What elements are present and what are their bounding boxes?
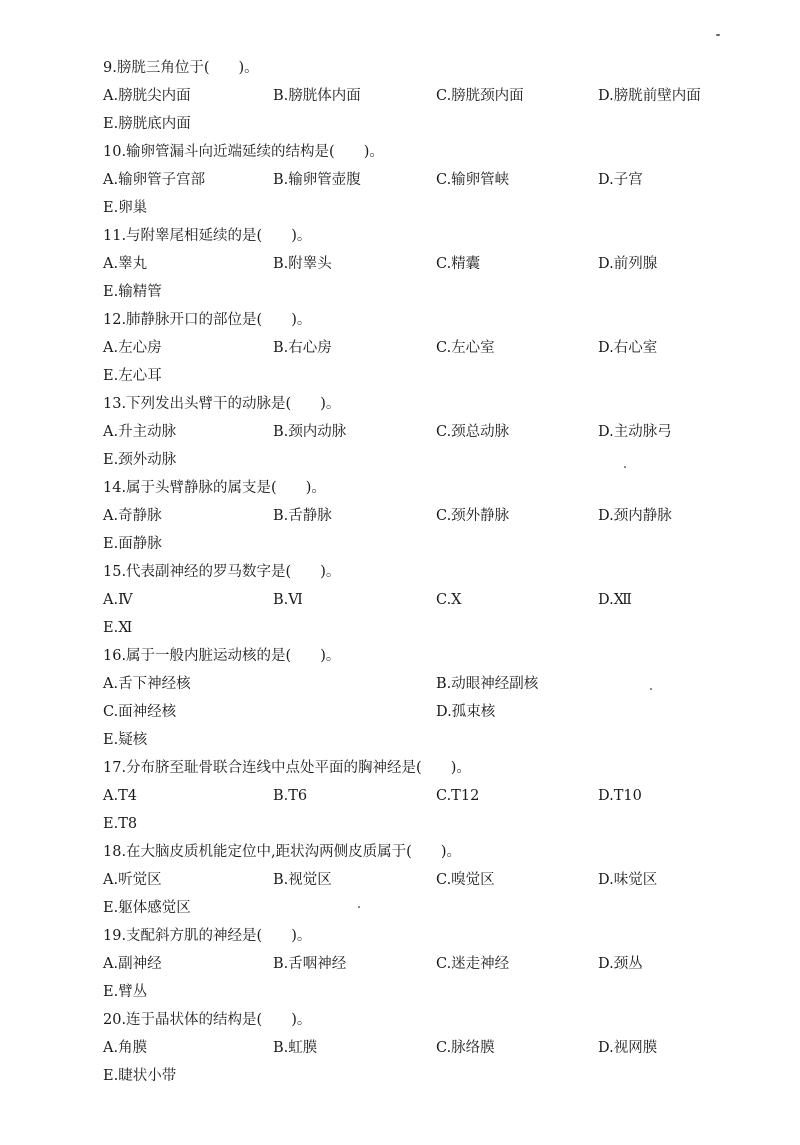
option-d: D.膀胱前壁内面 (598, 88, 701, 104)
option-d: D.主动脉弓 (598, 424, 672, 440)
option-d: D.右心室 (598, 340, 658, 356)
question-stem: 15.代表副神经的罗马数字是( )。 (103, 564, 341, 580)
options-row (103, 698, 763, 726)
option-c: C.脉络膜 (436, 1040, 495, 1056)
question-16 (103, 642, 763, 670)
question-stem: 18.在大脑皮质机能定位中,距状沟两侧皮质属于( )。 (103, 844, 461, 860)
option-d: D.子宫 (598, 172, 643, 188)
option-b: B.T6 (273, 788, 308, 804)
question-stem: 9.膀胱三角位于( )。 (103, 60, 259, 76)
options-row-e (103, 530, 763, 558)
question-9 (103, 54, 763, 82)
option-e: E.睫状小带 (103, 1068, 177, 1084)
question-17 (103, 754, 763, 782)
option-c: C.嗅觉区 (436, 872, 495, 888)
option-b: B.视觉区 (273, 872, 332, 888)
option-a: A.听觉区 (103, 872, 162, 888)
option-d: D.孤束核 (436, 704, 496, 720)
option-e: E.Ⅺ (103, 620, 133, 636)
option-e: E.臂丛 (103, 984, 148, 1000)
options-row-e (103, 446, 763, 474)
options-row-e (103, 278, 763, 306)
option-a: A.副神经 (103, 956, 162, 972)
option-a: A.升主动脉 (103, 424, 177, 440)
option-a: A.左心房 (103, 340, 162, 356)
option-c: C.左心室 (436, 340, 495, 356)
option-b: B.Ⅵ (273, 592, 303, 608)
option-d: D.味觉区 (598, 872, 658, 888)
option-a: A.Ⅳ (103, 592, 133, 608)
option-c: C.T12 (436, 788, 480, 804)
option-b: B.膀胱体内面 (273, 88, 361, 104)
options-row (103, 502, 763, 530)
options-row-e (103, 110, 763, 138)
scan-speck (358, 906, 360, 908)
option-c: C.精囊 (436, 256, 481, 272)
option-e: E.膀胱底内面 (103, 116, 191, 132)
options-row (103, 950, 763, 978)
option-c: C.迷走神经 (436, 956, 510, 972)
question-stem: 11.与附睾尾相延续的是( )。 (103, 228, 312, 244)
options-row (103, 1034, 763, 1062)
option-e: E.输精管 (103, 284, 162, 300)
option-c: C.输卵管峡 (436, 172, 510, 188)
option-e: E.疑核 (103, 732, 148, 748)
option-b: B.舌咽神经 (273, 956, 347, 972)
option-c: C.Ⅹ (436, 592, 462, 608)
option-d: D.T10 (598, 788, 642, 804)
option-c: C.面神经核 (103, 704, 177, 720)
options-row-e (103, 978, 763, 1006)
options-row (103, 82, 763, 110)
question-stem: 20.连于晶状体的结构是( )。 (103, 1012, 312, 1028)
option-a: A.角膜 (103, 1040, 148, 1056)
scan-speck (650, 688, 652, 690)
question-stem: 10.输卵管漏斗向近端延续的结构是( )。 (103, 144, 384, 160)
options-row (103, 586, 763, 614)
question-14 (103, 474, 763, 502)
option-a: A.奇静脉 (103, 508, 162, 524)
option-a: A.舌下神经核 (103, 676, 191, 692)
options-row (103, 782, 763, 810)
option-c: C.膀胱颈内面 (436, 88, 524, 104)
options-row-e (103, 894, 763, 922)
options-row-e (103, 810, 763, 838)
option-e: E.面静脉 (103, 536, 162, 552)
option-b: B.右心房 (273, 340, 332, 356)
question-stem: 12.肺静脉开口的部位是( )。 (103, 312, 312, 328)
option-d: D.颈内静脉 (598, 508, 672, 524)
question-11 (103, 222, 763, 250)
option-a: A.膀胱尖内面 (103, 88, 191, 104)
option-c: C.颈外静脉 (436, 508, 510, 524)
option-e: E.T8 (103, 816, 138, 832)
question-10 (103, 138, 763, 166)
option-b: B.虹膜 (273, 1040, 318, 1056)
options-row (103, 670, 763, 698)
question-20 (103, 1006, 763, 1034)
question-13 (103, 390, 763, 418)
options-row (103, 418, 763, 446)
option-b: B.附睾头 (273, 256, 332, 272)
options-row (103, 866, 763, 894)
option-d: D.前列腺 (598, 256, 658, 272)
options-row-e (103, 726, 763, 754)
question-stem: 13.下列发出头臂干的动脉是( )。 (103, 396, 341, 412)
options-row (103, 166, 763, 194)
options-row-e (103, 194, 763, 222)
question-18 (103, 838, 763, 866)
option-e: E.颈外动脉 (103, 452, 177, 468)
options-row (103, 250, 763, 278)
question-stem: 17.分布脐至耻骨联合连线中点处平面的胸神经是( )。 (103, 760, 471, 776)
options-row-e (103, 614, 763, 642)
question-stem: 16.属于一般内脏运动核的是( )。 (103, 648, 341, 664)
option-b: B.颈内动脉 (273, 424, 347, 440)
question-19 (103, 922, 763, 950)
option-d: D.颈丛 (598, 956, 643, 972)
scan-speck (624, 466, 626, 468)
option-a: A.睾丸 (103, 256, 148, 272)
option-e: E.左心耳 (103, 368, 162, 384)
question-12 (103, 306, 763, 334)
options-row-e (103, 1062, 763, 1090)
option-d: D.视网膜 (598, 1040, 658, 1056)
question-stem: 14.属于头臂静脉的属支是( )。 (103, 480, 326, 496)
scan-speck (716, 34, 720, 36)
option-d: D.Ⅻ (598, 592, 632, 608)
option-b: B.输卵管壶腹 (273, 172, 361, 188)
option-c: C.颈总动脉 (436, 424, 510, 440)
option-e: E.卵巢 (103, 200, 148, 216)
option-a: A.T4 (103, 788, 137, 804)
question-stem: 19.支配斜方肌的神经是( )。 (103, 928, 312, 944)
option-e: E.躯体感觉区 (103, 900, 191, 916)
option-b: B.舌静脉 (273, 508, 332, 524)
option-a: A.输卵管子宫部 (103, 172, 206, 188)
options-row (103, 334, 763, 362)
option-b: B.动眼神经副核 (436, 676, 539, 692)
question-15 (103, 558, 763, 586)
options-row-e (103, 362, 763, 390)
